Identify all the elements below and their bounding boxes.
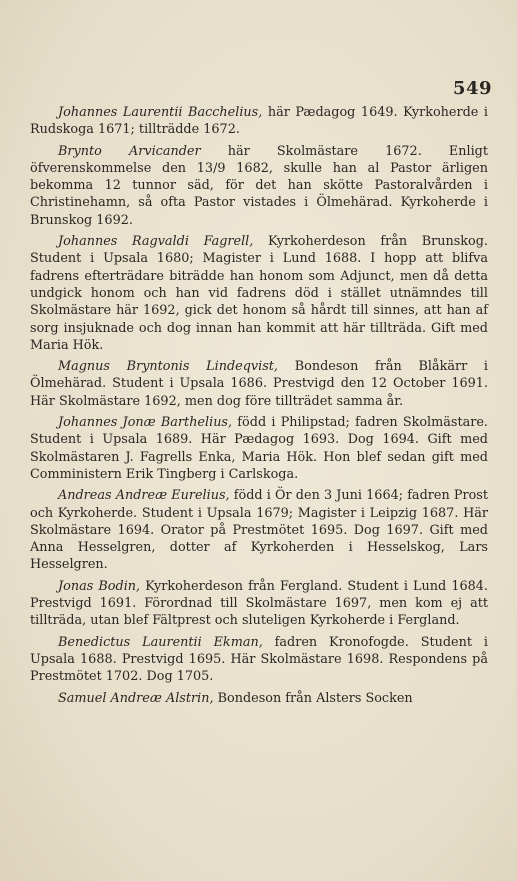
entry-name: Johannes Laurentii Bacchelius, [58,105,263,120]
entry-bacchelius [30,104,488,139]
entry-name: Samuel Andreæ Alstrin, [58,690,214,706]
entry-name: Benedictus Laurentii Ekman, [58,634,263,650]
entry-alstrin [30,690,488,707]
entry-barthelius [30,414,488,483]
entry-eurelius [30,487,488,573]
entry-text: här Skolmästare 1672. Enligt öfverenskommelse den 13/9 1682, skulle han al Pastor ärligen bekomma 12 tunnor säd, för det han skötte Pastoralvården i Christinehamn, så ofta Pastor vistades i Ölmehärad. Kyrkoherde i Brunskog 1692. [30,143,489,228]
entry-text: fadren Kronofogde. Student i Upsala 1688. Prestvigd 1695. Här Skolmästare 1698. Respondens på Prestmötet 1702. Dog 1705. [30,634,488,685]
entry-bodin [30,578,488,630]
entry-lindeqvist [30,358,488,410]
entry-text: Bondeson från Blåkärr i Ölmehärad. Student i Upsala 1686. Prestvigd den 12 October 1691. Här Skolmästare 1692, men dog före tillträdet samma år. [30,359,488,409]
text-body [30,104,488,711]
entry-name: Johannes Jonæ Barthelius, [58,415,233,431]
entry-name: Andreas Andreæ Eurelius, [58,488,230,504]
page-number: 549 [453,78,493,99]
entry-text: här Pædagog 1649. Kyrkoherde i Rudskoga 1671; tillträdde 1672. [30,105,488,138]
entry-text: Kyrkoherdeson från Fergland. Student i Lund 1684. Prestvigd 1691. Förordnad till Skolmästare 1697, men kom ej att tillträda, utan blef Fältprest och sluteligen Kyrkoherde i Fergland. [30,578,488,629]
entry-text: född i Ör den 3 Juni 1664; fadren Prost och Kyrkoherde. Student i Upsala 1679; Magister i Leipzig 1687. Här Skolmästare 1694. Orator på Prestmötet 1695. Dog 1697. Gift med Anna Hesselgren, dotter af Kyrkoherden i Hesselskog, Lars Hesselgren. [30,488,488,573]
entry-text: Bondeson från Alsters Socken [213,690,413,706]
entry-ekman [30,634,488,686]
entry-text: Kyrkoherdeson från Brunskog. Student i Upsala 1680; Magister i Lund 1688. I hopp att blifva fadrens efterträdare biträdde han honom som Adjunct, men då detta undgick honom och han vid fadrens död i stället utnämndes till Skolmästare här 1692, gick det honom så hårdt till sinnes, att han af sorg insjuknade och dog innan han kommit att här tillträda. Gift med Maria Hök. [30,234,488,353]
entry-text: född i Philipstad; fadren Skolmästare. Student i Upsala 1689. Här Pædagog 1693. Dog 1694. Gift med Skolmästaren J. Fagrells Enka, Maria Hök. Hon blef sedan gift med Comministern Erik Tingberg i Carlskoga. [30,415,488,482]
entry-arvicander [30,143,488,229]
entry-fagrell [30,233,488,354]
entry-name: Johannes Ragvaldi Fagrell, [58,234,254,250]
entry-name: Jonas Bodin, [58,578,141,594]
entry-name: Magnus Bryntonis Lindeqvist, [58,359,279,375]
entry-name: Brynto Arvicander [58,143,201,159]
